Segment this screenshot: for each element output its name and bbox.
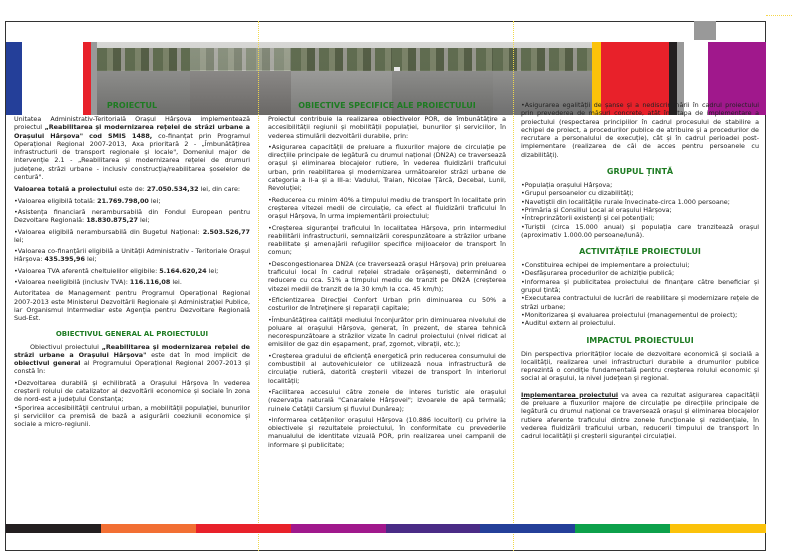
- authority-text: Autoritatea de Management pentru Programul Operațional Regional 2007-2013 este Ministerul Dezvoltării Regionale și Administrației Publice, iar Organismul Intermediar este Agenția pentru Dezvoltare Regională Sud-Est.: [14, 289, 250, 323]
- equality-objective: •Asigurarea egalității de șanse și a nediscriminării în cadrul proiectului prin prevederea de măsuri concrete, atât în etapa de implementare a proiectului (respectarea principiilor în cadrul procesului de stabilire a echipei de proiect, a procedurilor publice de atribuire și a procedurilor de recrutare a personalului de execuție), cât și în cadrul perioadei post-implementare (realizarea de căi de acces pentru persoanele cu dizabilități).: [521, 101, 759, 159]
- specific-objective-item: •Eficientizarea Direcției Confort Urban prin diminuarea cu 50% a costurilor de întreținere și reparații capitale;: [268, 295, 506, 313]
- values-list: [14, 197, 250, 287]
- stripe-segment: [6, 524, 101, 533]
- general-objective-item: •Dezvoltarea durabilă și echilibrată a Orașului Hârșova în vederea creșterii rolului de catalizator al dezvoltării economice și sociale în zona de nord-est a județului Constanța;: [14, 378, 250, 404]
- target-group-item: •Primăria și Consiliul Local al orașului Hârșova;: [521, 205, 672, 214]
- stripe-segment: [291, 524, 386, 533]
- fold-line-1: [258, 21, 259, 551]
- column-specific-objectives: [268, 101, 506, 452]
- crop-mark: [766, 15, 792, 18]
- header-banner: [0, 21, 758, 100]
- target-group-item: •Turiștii (circa 15.000 anual) și populația care tranzitează orașul (aproximativ 1.000.00 persoane/lună).: [521, 222, 759, 239]
- activity-item: •Informarea și publicitatea proiectului de finanțare către beneficiar și grupul țintă;: [521, 277, 759, 295]
- column-project: [14, 101, 250, 429]
- gray-tab: [694, 21, 716, 40]
- column-target-activities: [521, 101, 759, 444]
- target-group-item: •Grupul persoanelor cu dizabilități;: [521, 189, 634, 198]
- section-title-specific: OBIECTIVE SPECIFICE ALE PROIECTULUI: [298, 101, 476, 110]
- specific-objective-item: •Descongestionarea DN2A (ce traversează orașul Hârșova) prin preluarea traficului local în cadrul rețelei stradale orășenești, determinând o reducere cu cca. 51% a timpului mediu de tranzit pe DN2A (creșterea vitezei medii de tranzit de la 30 km/h la cca. 45 km/h);: [268, 259, 506, 293]
- activity-item: •Desfășurarea procedurilor de achiziție publică;: [521, 269, 675, 278]
- specific-objective-item: •Creșterea siguranței traficului în localitatea Hârșova, prin intermediul reabilitării infrastructurii, semnalizării corespunzătoare a străzilor urbane reabilitate și amenajării refugiilor specifice mijloacelor de transport în comun;: [268, 223, 506, 257]
- fold-line-2: [513, 21, 514, 551]
- activities-list: [521, 261, 759, 327]
- specific-objective-item: •Facilitarea accesului către zonele de interes turistic ale orașului (rezervația naturală "Canaralele Hârșovei"; izvoarele de apă termală; ruinele Cetății Carsium și fluviul Dunărea);: [268, 387, 506, 413]
- value-item: •Asistența financiară nerambursabilă din Fondul European pentru Dezvoltare Regională: 18.830.875,27 lei;: [14, 207, 250, 225]
- specific-objectives-list: [268, 143, 506, 449]
- target-group-item: •Navetiștii din localitățile rurale învecinate-circa 1.000 persoane;: [521, 197, 730, 206]
- implementation-text: Implementarea proiectului va avea ca rezultat asigurarea capacității de preluare a fluxurilor majore de circulație pe direcțiile principale de legătură cu drumul național ce traversează orașul și eliminarea blocajelor rutiere aferente traficului dintre zonele funcționale și rezidențiale, în vederea fluidizării traficului urban, reducerii timpului de transport în cadrul localității și creșterii siguranței circulației.: [521, 390, 759, 441]
- value-item: •Valoarea co-finanțării eligibilă a Unității Administrativ - Teritoriale Orașul Hârșova: 435.395,96 lei;: [14, 247, 250, 264]
- activity-item: •Auditul extern al proiectului.: [521, 319, 616, 328]
- specific-objective-item: •Îmbunătățirea calității mediului înconjurător prin diminuarea nivelului de poluare al orașului Hârșova, generat, în prezent, de starea tehnică necorespunzătoare a străzilor vizate în cadrul proiectului (nivel ridicat al emisiilor de gaz din eșapament, praf, zgomot, vibrații, etc.);: [268, 315, 506, 349]
- specific-objective-item: •Asigurarea capacității de preluare a fluxurilor majore de circulație pe direcțiile principale de legătură cu drumul național (DN2A) ce traversează orașul și eliminarea blocajelor rutiere, în vederea fluidizării traficului urban, prin reabilitarea și modernizarea următoarelor străzi urbane de categoria a II-a și a III-a: Vadului, Traian, Nicolae Țărcă, Decebal, Lunii, Revoluției;: [268, 142, 506, 193]
- activity-item: •Constituirea echipei de implementare a proiectului;: [521, 261, 690, 270]
- section-title-project: PROIECTUL: [106, 101, 158, 110]
- activity-item: •Executarea contractului de lucrări de reabilitare și modernizare rețele de străzi urbane;: [521, 294, 759, 311]
- value-item: •Valoarea eligibilă nerambursabilă din Bugetul Național: 2.503.526,77 lei;: [14, 227, 250, 244]
- value-item: •Valoarea TVA aferentă cheltuielilor eligibile: 5.164.620,24 lei;: [14, 266, 219, 275]
- total-value: Valoarea totală a proiectului este de: 27.050.534,32 lei, din care:: [14, 185, 241, 194]
- impact-text: Din perspectiva priorităților locale de dezvoltare economică și socială a localității, realizarea unei infrastructuri durabile a drumurilor publice reprezintă o condiție fundamentală pentru creșterea rolului economic și social al orașului, la nivel județean și regional.: [521, 349, 759, 383]
- specific-objective-item: •Creșterea gradului de eficiență energetică prin reducerea consumului de combustibil al autovehiculelor ce utilizează noua infrastructură de circulație rutieră, datorită creșterii vitezei de transport în interiorul localității;: [268, 351, 506, 385]
- section-title-activities: ACTIVITĂȚILE PROIECTULUI: [579, 247, 701, 257]
- specific-intro: Proiectul contribuie la realizarea obiectivelor POR, de îmbunătățire a accesibilității regiunii și mobilității populației, bunurilor și serviciilor, în vederea stimulării dezvoltării durabile, prin:: [268, 115, 506, 140]
- general-intro: Obiectivul proiectului „Reabilitarea și modernizarea rețelei de străzi urbane a Orașului Hârșova" este dat în mod implicit de obiectivul general al Programului Operațional Regional 2007-2013 și constă în:: [14, 342, 251, 376]
- target-group-list: [521, 181, 759, 239]
- section-title-target: GRUPUL ȚINTĂ: [606, 167, 674, 177]
- stripe-segment: [480, 524, 575, 533]
- section-title-impact: IMPACTUL PROIECTULUI: [586, 335, 694, 345]
- project-intro: Unitatea Administrativ-Teritorială Orașul Hârșova implementează proiectul „Reabilitarea și modernizarea rețelei de străzi urbane a Orașului Hârșova" cod SMIS 1488, co-finanțat prin Programul Operațional Regional 2007-2013, Axa prioritară 2 - „Îmbunătățirea infrastructurii de transport regionale și locale", Domeniul major de intervenție 2.1 - „Reabilitarea și modernizarea rețelei de drumuri județene, străzi urbane - inclusiv construcția/reabilitarea șoselelor de centură".: [14, 115, 250, 182]
- general-objectives-list: [14, 379, 250, 429]
- target-group-item: •Populația orașului Hârșova;: [521, 181, 613, 190]
- specific-objective-item: •Informarea cetățenilor orașului Hârșova (10.886 locuitori) cu privire la obiectivele și rezultatele proiectului, în conformitate cu prevederile manualului de identitate vizuală POR, prin realizarea unei campanii de informare și publicitate;: [268, 415, 506, 449]
- stripe-segment: [386, 524, 481, 533]
- stripe-segment: [670, 524, 765, 533]
- stripe-segment: [575, 524, 670, 533]
- value-item: •Valoarea neeligibilă (inclusiv TVA): 116.116,08 lei.: [14, 278, 182, 287]
- stripe-segment: [196, 524, 291, 533]
- general-objective-item: •Sporirea accesibilității centrului urban, a mobilității populației, bunurilor și serviciilor ca premisă de bază a asigurării coeziunii economice și sociale a micro-regiunii.: [14, 403, 250, 429]
- section-title-general: OBIECTIVUL GENERAL AL PROIECTULUI: [55, 329, 209, 338]
- activity-item: •Monitorizarea și evaluarea proiectului (managementul de proiect);: [521, 310, 738, 319]
- specific-objective-item: •Reducerea cu minim 40% a timpului mediu de transport în localitate prin creșterea vitezei medii de circulație, ca efect al fluidizării traficului în orașul Hârșova, în urma implementării proiectului;: [268, 195, 506, 221]
- target-group-item: •Întreprinzătorii existenți și cei potențiali;: [521, 214, 655, 223]
- value-item: •Valoarea eligibilă totală: 21.769.798,00 lei;: [14, 196, 161, 205]
- stripe-segment: [101, 524, 196, 533]
